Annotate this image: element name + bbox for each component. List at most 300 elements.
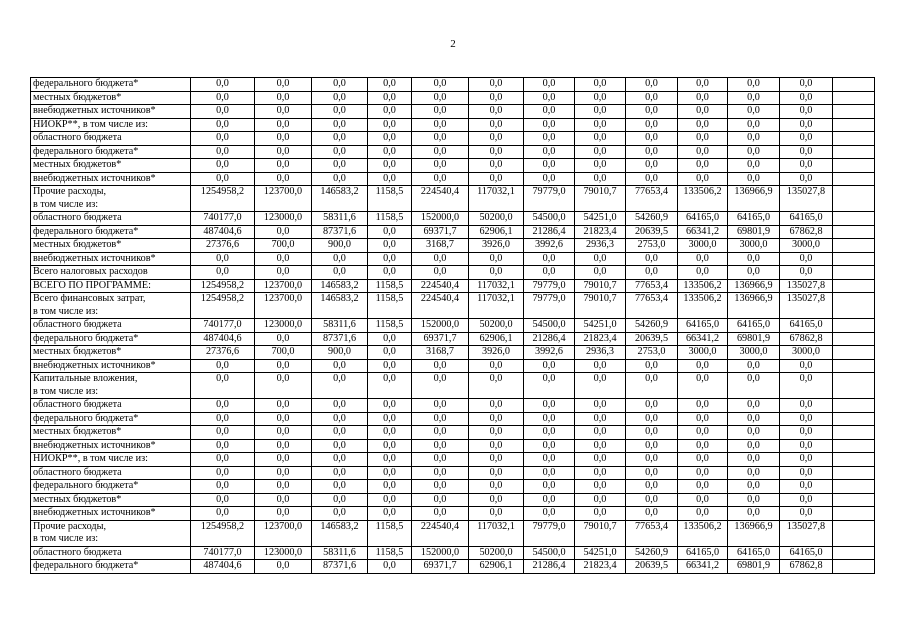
- value-cell: 0,0: [678, 159, 728, 173]
- value-cell: 0,0: [575, 412, 626, 426]
- empty-cell: [833, 172, 875, 186]
- value-cell: 3992,6: [524, 239, 575, 253]
- value-cell: 0,0: [368, 453, 412, 467]
- value-cell: 0,0: [255, 359, 312, 373]
- value-cell: 2753,0: [626, 239, 678, 253]
- value-cell: 0,0: [678, 399, 728, 413]
- value-cell: 0,0: [312, 480, 368, 494]
- value-cell: 64165,0: [780, 319, 833, 333]
- value-cell: 0,0: [626, 507, 678, 521]
- value-cell: 1254958,2: [191, 293, 255, 319]
- value-cell: 0,0: [191, 91, 255, 105]
- value-cell: 0,0: [255, 332, 312, 346]
- value-cell: 0,0: [524, 105, 575, 119]
- value-cell: 69371,7: [412, 225, 469, 239]
- value-cell: 0,0: [412, 252, 469, 266]
- value-cell: 0,0: [191, 507, 255, 521]
- value-cell: 0,0: [780, 118, 833, 132]
- value-cell: 0,0: [255, 159, 312, 173]
- value-cell: 0,0: [678, 266, 728, 280]
- value-cell: 0,0: [575, 480, 626, 494]
- value-cell: 0,0: [312, 91, 368, 105]
- value-cell: 0,0: [469, 118, 524, 132]
- value-cell: 700,0: [255, 239, 312, 253]
- value-cell: 0,0: [255, 493, 312, 507]
- row-label: Капитальные вложения, в том числе из:: [31, 373, 191, 399]
- row-label: областного бюджета: [31, 319, 191, 333]
- value-cell: 117032,1: [469, 186, 524, 212]
- value-cell: 0,0: [368, 266, 412, 280]
- value-cell: 0,0: [678, 132, 728, 146]
- row-label: областного бюджета: [31, 546, 191, 560]
- value-cell: 3992,6: [524, 346, 575, 360]
- value-cell: 0,0: [312, 493, 368, 507]
- row-label: федерального бюджета*: [31, 225, 191, 239]
- value-cell: 0,0: [780, 359, 833, 373]
- empty-cell: [833, 239, 875, 253]
- value-cell: 0,0: [678, 91, 728, 105]
- value-cell: 66341,2: [678, 560, 728, 574]
- table-row: [31, 426, 875, 440]
- value-cell: 133506,2: [678, 279, 728, 293]
- empty-cell: [833, 507, 875, 521]
- value-cell: 0,0: [368, 172, 412, 186]
- value-cell: 1158,5: [368, 279, 412, 293]
- value-cell: 0,0: [312, 439, 368, 453]
- row-label: внебюджетных источников*: [31, 439, 191, 453]
- value-cell: 0,0: [469, 373, 524, 399]
- value-cell: 0,0: [626, 172, 678, 186]
- value-cell: 79010,7: [575, 279, 626, 293]
- row-label: федерального бюджета*: [31, 412, 191, 426]
- row-label: Прочие расходы, в том числе из:: [31, 520, 191, 546]
- empty-cell: [833, 91, 875, 105]
- value-cell: 0,0: [469, 266, 524, 280]
- value-cell: 67862,8: [780, 332, 833, 346]
- value-cell: 0,0: [626, 252, 678, 266]
- empty-cell: [833, 132, 875, 146]
- value-cell: 0,0: [728, 252, 780, 266]
- value-cell: 0,0: [728, 105, 780, 119]
- value-cell: 0,0: [191, 132, 255, 146]
- value-cell: 133506,2: [678, 293, 728, 319]
- row-label: федерального бюджета*: [31, 332, 191, 346]
- value-cell: 3000,0: [728, 239, 780, 253]
- value-cell: 0,0: [368, 493, 412, 507]
- row-label: федерального бюджета*: [31, 78, 191, 92]
- table-row: [31, 105, 875, 119]
- value-cell: 224540,4: [412, 279, 469, 293]
- value-cell: 0,0: [524, 78, 575, 92]
- value-cell: 0,0: [728, 266, 780, 280]
- value-cell: 0,0: [626, 412, 678, 426]
- value-cell: 117032,1: [469, 520, 524, 546]
- value-cell: 0,0: [469, 145, 524, 159]
- value-cell: 0,0: [255, 439, 312, 453]
- value-cell: 0,0: [469, 480, 524, 494]
- value-cell: 0,0: [368, 105, 412, 119]
- value-cell: 0,0: [412, 399, 469, 413]
- value-cell: 2936,3: [575, 239, 626, 253]
- value-cell: 135027,8: [780, 279, 833, 293]
- value-cell: 3000,0: [728, 346, 780, 360]
- value-cell: 64165,0: [678, 546, 728, 560]
- value-cell: 487404,6: [191, 332, 255, 346]
- value-cell: 0,0: [728, 78, 780, 92]
- value-cell: 0,0: [626, 373, 678, 399]
- value-cell: 0,0: [678, 105, 728, 119]
- value-cell: 0,0: [412, 412, 469, 426]
- value-cell: 0,0: [255, 225, 312, 239]
- row-label: федерального бюджета*: [31, 480, 191, 494]
- value-cell: 0,0: [368, 412, 412, 426]
- value-cell: 0,0: [626, 493, 678, 507]
- value-cell: 0,0: [678, 480, 728, 494]
- value-cell: 0,0: [469, 132, 524, 146]
- row-label: Всего финансовых затрат, в том числе из:: [31, 293, 191, 319]
- empty-cell: [833, 346, 875, 360]
- value-cell: 0,0: [728, 359, 780, 373]
- value-cell: 0,0: [524, 507, 575, 521]
- value-cell: 0,0: [412, 172, 469, 186]
- value-cell: 58311,6: [312, 546, 368, 560]
- value-cell: 54251,0: [575, 212, 626, 226]
- value-cell: 0,0: [678, 172, 728, 186]
- value-cell: 1158,5: [368, 293, 412, 319]
- value-cell: 0,0: [728, 132, 780, 146]
- empty-cell: [833, 560, 875, 574]
- empty-cell: [833, 453, 875, 467]
- value-cell: 54260,9: [626, 546, 678, 560]
- table-row: [31, 186, 875, 212]
- value-cell: 0,0: [255, 507, 312, 521]
- value-cell: 0,0: [412, 453, 469, 467]
- value-cell: 50200,0: [469, 546, 524, 560]
- empty-cell: [833, 520, 875, 546]
- empty-cell: [833, 252, 875, 266]
- empty-cell: [833, 212, 875, 226]
- value-cell: 0,0: [255, 466, 312, 480]
- value-cell: 0,0: [575, 132, 626, 146]
- value-cell: 3926,0: [469, 346, 524, 360]
- value-cell: 0,0: [412, 159, 469, 173]
- table-row: [31, 159, 875, 173]
- table-row: [31, 212, 875, 226]
- value-cell: 0,0: [728, 91, 780, 105]
- value-cell: 136966,9: [728, 293, 780, 319]
- value-cell: 58311,6: [312, 319, 368, 333]
- table-row: [31, 78, 875, 92]
- value-cell: 0,0: [368, 439, 412, 453]
- value-cell: 740177,0: [191, 319, 255, 333]
- value-cell: 0,0: [312, 159, 368, 173]
- value-cell: 54260,9: [626, 319, 678, 333]
- value-cell: 146583,2: [312, 279, 368, 293]
- value-cell: 0,0: [191, 373, 255, 399]
- value-cell: 64165,0: [780, 546, 833, 560]
- empty-cell: [833, 480, 875, 494]
- value-cell: 1158,5: [368, 319, 412, 333]
- value-cell: 740177,0: [191, 546, 255, 560]
- empty-cell: [833, 266, 875, 280]
- value-cell: 123700,0: [255, 186, 312, 212]
- value-cell: 54251,0: [575, 319, 626, 333]
- value-cell: 64165,0: [780, 212, 833, 226]
- value-cell: 123000,0: [255, 319, 312, 333]
- value-cell: 0,0: [469, 493, 524, 507]
- value-cell: 0,0: [524, 359, 575, 373]
- value-cell: 20639,5: [626, 225, 678, 239]
- row-label: местных бюджетов*: [31, 159, 191, 173]
- value-cell: 0,0: [524, 439, 575, 453]
- table-row: [31, 279, 875, 293]
- value-cell: 0,0: [412, 359, 469, 373]
- page-number: 2: [450, 38, 456, 50]
- value-cell: 0,0: [678, 439, 728, 453]
- value-cell: 0,0: [255, 252, 312, 266]
- value-cell: 0,0: [780, 145, 833, 159]
- value-cell: 20639,5: [626, 332, 678, 346]
- row-label: НИОКР**, в том числе из:: [31, 118, 191, 132]
- value-cell: 0,0: [780, 159, 833, 173]
- value-cell: 21286,4: [524, 225, 575, 239]
- value-cell: 0,0: [368, 78, 412, 92]
- value-cell: 0,0: [469, 78, 524, 92]
- value-cell: 0,0: [575, 159, 626, 173]
- value-cell: 0,0: [191, 412, 255, 426]
- value-cell: 0,0: [780, 91, 833, 105]
- value-cell: 0,0: [469, 453, 524, 467]
- value-cell: 54260,9: [626, 212, 678, 226]
- table-row: [31, 453, 875, 467]
- value-cell: 0,0: [626, 266, 678, 280]
- table-row: [31, 466, 875, 480]
- value-cell: 21286,4: [524, 332, 575, 346]
- value-cell: 1254958,2: [191, 186, 255, 212]
- value-cell: 740177,0: [191, 212, 255, 226]
- value-cell: 0,0: [469, 91, 524, 105]
- value-cell: 0,0: [255, 91, 312, 105]
- value-cell: 3168,7: [412, 239, 469, 253]
- value-cell: 0,0: [678, 493, 728, 507]
- value-cell: 0,0: [626, 466, 678, 480]
- table-row: [31, 225, 875, 239]
- value-cell: 123000,0: [255, 546, 312, 560]
- value-cell: 0,0: [780, 252, 833, 266]
- empty-cell: [833, 186, 875, 212]
- table-row: [31, 332, 875, 346]
- value-cell: 152000,0: [412, 546, 469, 560]
- value-cell: 1254958,2: [191, 520, 255, 546]
- value-cell: 0,0: [575, 145, 626, 159]
- value-cell: 0,0: [524, 91, 575, 105]
- value-cell: 900,0: [312, 239, 368, 253]
- value-cell: 0,0: [368, 118, 412, 132]
- value-cell: 0,0: [780, 466, 833, 480]
- value-cell: 0,0: [312, 252, 368, 266]
- value-cell: 0,0: [312, 359, 368, 373]
- value-cell: 0,0: [312, 118, 368, 132]
- value-cell: 79010,7: [575, 186, 626, 212]
- value-cell: 87371,6: [312, 332, 368, 346]
- value-cell: 0,0: [191, 118, 255, 132]
- empty-cell: [833, 78, 875, 92]
- value-cell: 123700,0: [255, 293, 312, 319]
- value-cell: 0,0: [678, 453, 728, 467]
- value-cell: 0,0: [191, 252, 255, 266]
- value-cell: 21823,4: [575, 225, 626, 239]
- value-cell: 0,0: [255, 105, 312, 119]
- value-cell: 0,0: [780, 507, 833, 521]
- value-cell: 0,0: [312, 105, 368, 119]
- value-cell: 0,0: [255, 118, 312, 132]
- value-cell: 0,0: [575, 266, 626, 280]
- value-cell: 0,0: [368, 399, 412, 413]
- value-cell: 487404,6: [191, 560, 255, 574]
- value-cell: 0,0: [191, 493, 255, 507]
- value-cell: 0,0: [255, 172, 312, 186]
- value-cell: 0,0: [626, 399, 678, 413]
- value-cell: 0,0: [191, 426, 255, 440]
- value-cell: 0,0: [728, 399, 780, 413]
- value-cell: 0,0: [728, 466, 780, 480]
- value-cell: 0,0: [469, 439, 524, 453]
- empty-cell: [833, 439, 875, 453]
- value-cell: 79010,7: [575, 520, 626, 546]
- value-cell: 3000,0: [678, 346, 728, 360]
- value-cell: 69371,7: [412, 560, 469, 574]
- empty-cell: [833, 412, 875, 426]
- table-row: [31, 319, 875, 333]
- value-cell: 0,0: [728, 453, 780, 467]
- value-cell: 0,0: [191, 359, 255, 373]
- value-cell: 0,0: [524, 145, 575, 159]
- value-cell: 0,0: [626, 359, 678, 373]
- value-cell: 3000,0: [780, 239, 833, 253]
- value-cell: 0,0: [191, 145, 255, 159]
- value-cell: 0,0: [626, 118, 678, 132]
- value-cell: 50200,0: [469, 212, 524, 226]
- value-cell: 0,0: [626, 159, 678, 173]
- value-cell: 0,0: [255, 426, 312, 440]
- value-cell: 123700,0: [255, 279, 312, 293]
- budget-table: [30, 77, 875, 574]
- value-cell: 0,0: [780, 480, 833, 494]
- value-cell: 0,0: [524, 426, 575, 440]
- value-cell: 0,0: [368, 560, 412, 574]
- table-row: [31, 560, 875, 574]
- value-cell: 1254958,2: [191, 279, 255, 293]
- value-cell: 0,0: [412, 91, 469, 105]
- table-row: [31, 373, 875, 399]
- value-cell: 77653,4: [626, 279, 678, 293]
- value-cell: 133506,2: [678, 186, 728, 212]
- value-cell: 0,0: [728, 507, 780, 521]
- value-cell: 54251,0: [575, 546, 626, 560]
- value-cell: 0,0: [412, 118, 469, 132]
- value-cell: 0,0: [368, 159, 412, 173]
- value-cell: 87371,6: [312, 225, 368, 239]
- empty-cell: [833, 399, 875, 413]
- row-label: внебюджетных источников*: [31, 252, 191, 266]
- value-cell: 133506,2: [678, 520, 728, 546]
- value-cell: 0,0: [312, 132, 368, 146]
- value-cell: 67862,8: [780, 560, 833, 574]
- value-cell: 0,0: [780, 399, 833, 413]
- table-body: [31, 78, 875, 574]
- value-cell: 64165,0: [728, 319, 780, 333]
- value-cell: 0,0: [728, 426, 780, 440]
- table-row: [31, 252, 875, 266]
- value-cell: 0,0: [469, 399, 524, 413]
- row-label: внебюджетных источников*: [31, 359, 191, 373]
- value-cell: 0,0: [368, 426, 412, 440]
- value-cell: 77653,4: [626, 186, 678, 212]
- empty-cell: [833, 118, 875, 132]
- table-row: [31, 118, 875, 132]
- value-cell: 0,0: [780, 412, 833, 426]
- value-cell: 64165,0: [678, 319, 728, 333]
- empty-cell: [833, 293, 875, 319]
- value-cell: 0,0: [728, 439, 780, 453]
- value-cell: 224540,4: [412, 293, 469, 319]
- value-cell: 0,0: [728, 373, 780, 399]
- value-cell: 27376,6: [191, 239, 255, 253]
- value-cell: 152000,0: [412, 319, 469, 333]
- value-cell: 66341,2: [678, 332, 728, 346]
- value-cell: 0,0: [412, 373, 469, 399]
- value-cell: 0,0: [575, 373, 626, 399]
- value-cell: 0,0: [469, 426, 524, 440]
- value-cell: 0,0: [255, 78, 312, 92]
- value-cell: 0,0: [469, 159, 524, 173]
- row-label: местных бюджетов*: [31, 91, 191, 105]
- value-cell: 62906,1: [469, 332, 524, 346]
- value-cell: 0,0: [368, 239, 412, 253]
- value-cell: 0,0: [255, 453, 312, 467]
- value-cell: 0,0: [678, 466, 728, 480]
- value-cell: 0,0: [575, 78, 626, 92]
- row-label: федерального бюджета*: [31, 560, 191, 574]
- value-cell: 64165,0: [728, 212, 780, 226]
- value-cell: 0,0: [191, 78, 255, 92]
- value-cell: 900,0: [312, 346, 368, 360]
- value-cell: 0,0: [575, 426, 626, 440]
- value-cell: 0,0: [524, 132, 575, 146]
- value-cell: 0,0: [626, 439, 678, 453]
- value-cell: 0,0: [575, 91, 626, 105]
- table-row: [31, 266, 875, 280]
- value-cell: 0,0: [412, 466, 469, 480]
- empty-cell: [833, 332, 875, 346]
- value-cell: 77653,4: [626, 520, 678, 546]
- table-row: [31, 91, 875, 105]
- value-cell: 0,0: [312, 172, 368, 186]
- value-cell: 69801,9: [728, 225, 780, 239]
- value-cell: 0,0: [524, 172, 575, 186]
- value-cell: 69801,9: [728, 332, 780, 346]
- value-cell: 0,0: [412, 266, 469, 280]
- table-row: [31, 480, 875, 494]
- value-cell: 0,0: [412, 132, 469, 146]
- value-cell: 0,0: [780, 105, 833, 119]
- value-cell: 0,0: [312, 412, 368, 426]
- value-cell: 0,0: [469, 252, 524, 266]
- value-cell: 0,0: [469, 466, 524, 480]
- value-cell: 0,0: [255, 266, 312, 280]
- empty-cell: [833, 225, 875, 239]
- value-cell: 0,0: [524, 466, 575, 480]
